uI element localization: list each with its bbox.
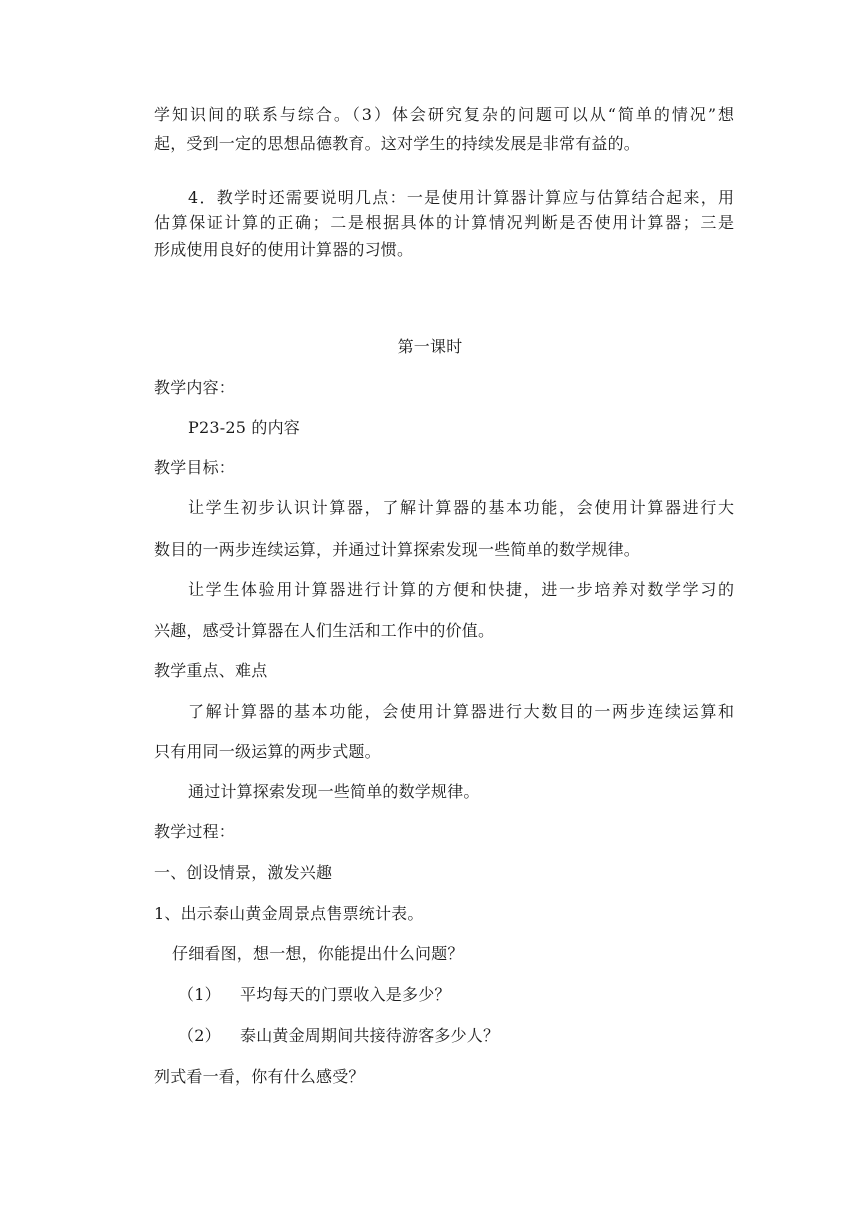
paragraph-line: 估算保证计算的正确；二是根据具体的计算情况判断是否使用计算器；三是 — [154, 213, 734, 232]
section-heading: 教学内容： — [154, 378, 236, 397]
section-heading: 教学过程： — [154, 822, 236, 841]
step-text: 1、出示泰山黄金周景点售票统计表。 — [154, 904, 424, 923]
section-heading: 教学重点、难点 — [154, 661, 268, 680]
paragraph-line: 起，受到一定的思想品德教育。这对学生的持续发展是非常有益的。 — [154, 134, 641, 153]
paragraph-line: 数目的一两步连续运算，并通过计算探索发现一些简单的数学规律。 — [154, 540, 641, 559]
list-item — [178, 1026, 758, 1046]
paragraph-line: 4．教学时还需要说明几点：一是使用计算器计算应与估算结合起来，用 — [188, 188, 734, 207]
list-item-text: 泰山黄金周期间共接待游客多少人？ — [240, 1026, 500, 1045]
list-item-text: 平均每天的门票收入是多少？ — [240, 985, 451, 1004]
paragraph-line: 学知识间的联系与综合。（3）体会研究复杂的问题可以从“简单的情况”想 — [154, 105, 734, 124]
prompt-text: 仔细看图，想一想，你能提出什么问题？ — [172, 944, 464, 963]
list-item-number: （1） — [178, 985, 221, 1004]
closing-text: 列式看一看，你有什么感受？ — [154, 1067, 365, 1086]
paragraph-line: 通过计算探索发现一些简单的数学规律。 — [188, 782, 480, 801]
section-heading: 教学目标： — [154, 458, 236, 477]
paragraph-line: 形成使用良好的使用计算器的习惯。 — [154, 240, 414, 259]
paragraph-line: 了解计算器的基本功能，会使用计算器进行大数目的一两步连续运算和 — [188, 702, 734, 721]
content-text: P23-25 的内容 — [188, 418, 300, 437]
list-item-number: （2） — [178, 1026, 221, 1045]
paragraph-line: 让学生体验用计算器进行计算的方便和快捷，进一步培养对数学学习的 — [188, 580, 734, 599]
section-heading: 一、创设情景，激发兴趣 — [154, 863, 333, 882]
list-item — [178, 985, 758, 1005]
paragraph-line: 只有用同一级运算的两步式题。 — [154, 742, 381, 761]
paragraph-line: 让学生初步认识计算器，了解计算器的基本功能，会使用计算器进行大 — [188, 498, 734, 517]
paragraph-line: 兴趣，感受计算器在人们生活和工作中的价值。 — [154, 621, 495, 640]
lesson-title: 第一课时 — [397, 337, 463, 356]
